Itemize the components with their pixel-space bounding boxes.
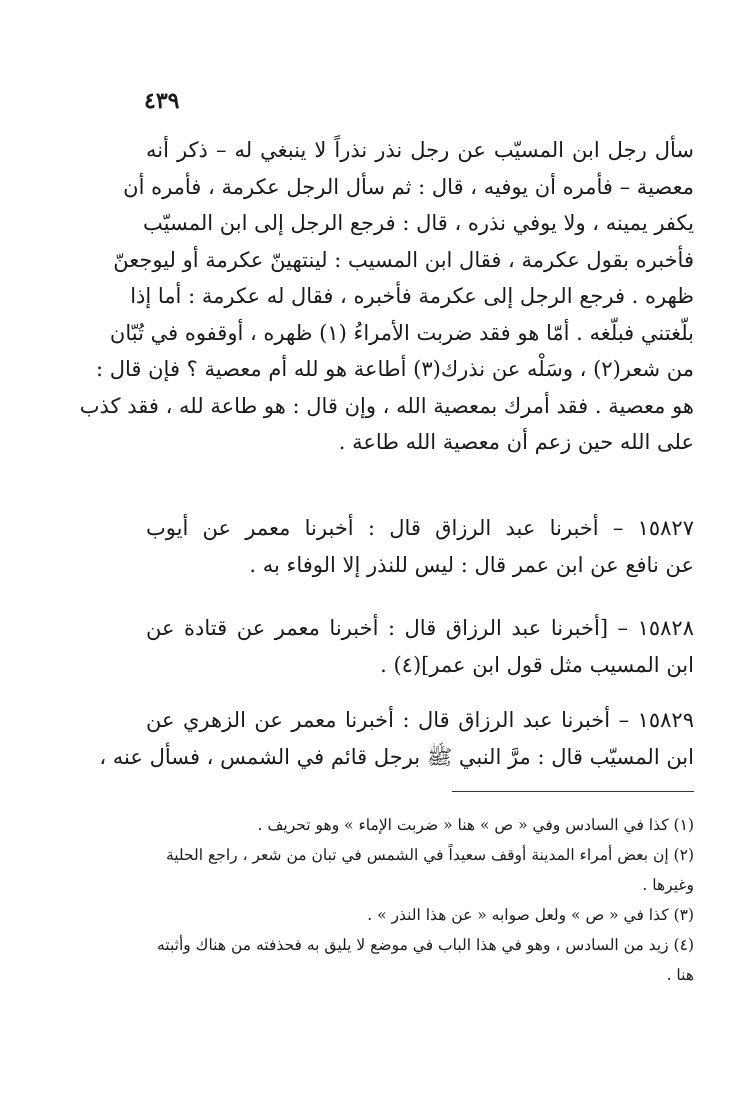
page-number: ٤٣٩ xyxy=(144,88,180,114)
text-line: معصية – فأمره أن يوفيه ، قال : ثم سأل الرجل عكرمة ، فأمره أن xyxy=(123,174,694,199)
text-line: بلّغتني فبلّغه . أمّا هو فقد ضربت الأمراءُ (١) ظهره ، أوقفوه في تُبّان xyxy=(109,320,694,345)
text-line: يكفر يمينه ، ولا يوفي نذره ، قال : فرجع الرجل إلى ابن المسيّب xyxy=(143,211,694,235)
footnote-1 xyxy=(146,810,694,840)
text-line: ابن المسيّب قال : مرَّ النبي ﷺ برجل قائم في الشمس ، فسأل عنه ، xyxy=(99,744,694,769)
footnote-text: (٢) إن بعض أمراء المدينة أوقف سعيداً في الشمس في تبان من شعر ، راجع الحلية xyxy=(165,846,694,864)
text-line: ١٥٨٢٧ – أخبرنا عبد الرزاق قال : أخبرنا معمر عن أيوب xyxy=(146,516,694,540)
footnote-text: (١) كذا في السادس وفي « ص » هنا « ضربت الإماء » وهو تحريف . xyxy=(257,816,694,834)
hadith-entry-15829 xyxy=(99,702,694,775)
footnote-3 xyxy=(146,900,694,930)
intro-paragraph xyxy=(79,132,694,461)
hadith-entry-15827 xyxy=(146,510,694,583)
footnote-text: (٤) زيد من السادس ، وهو في هذا الباب في موضع لا يليق به فحذفته من هناك وأثبته xyxy=(156,936,694,954)
text-line: ١٥٨٢٨ – [أخبرنا عبد الرزاق قال : أخبرنا معمر عن قتادة عن xyxy=(146,616,694,640)
footnote-continuation: هنا . xyxy=(666,966,694,984)
footnote-4 xyxy=(146,930,694,990)
text-line: ابن المسيب مثل قول ابن عمر](٤) . xyxy=(380,652,694,677)
footnotes xyxy=(146,810,694,990)
hadith-entry-15828 xyxy=(146,610,694,683)
text-line: على الله حين زعم أن معصية الله طاعة . xyxy=(338,430,694,454)
text-line: سأل رجل ابن المسيّب عن رجل نذر نذراً لا ينبغي له – ذكر أنه xyxy=(146,138,694,162)
text-line: هو معصية . فقد أمرك بمعصية الله ، وإن قال : هو طاعة لله ، فقد كذب xyxy=(79,393,694,418)
footnote-continuation: وغيرها . xyxy=(642,876,694,894)
text-line: من شعر(٢) ، وسَلْه عن نذرك(٣) أطاعة هو لله أم معصية ؟ فإن قال : xyxy=(96,357,694,381)
footnote-2 xyxy=(146,840,694,900)
footnote-text: (٣) كذا في « ص » ولعل صوابه « عن هذا النذر » . xyxy=(367,906,694,924)
text-line: ظهره . فرجع الرجل إلى عكرمة فأخبره ، فقال له عكرمة : أما إذا xyxy=(130,284,694,308)
text-line: فأخبره بقول عكرمة ، فقال ابن المسيب : لينتهينّ عكرمة أو ليوجعنّ xyxy=(113,247,694,272)
footnote-divider xyxy=(452,791,694,792)
text-line: ١٥٨٢٩ – أخبرنا عبد الرزاق قال : أخبرنا معمر عن الزهري عن xyxy=(146,708,694,732)
text-line: عن نافع عن ابن عمر قال : ليس للنذر إلا الوفاء به . xyxy=(249,552,694,577)
